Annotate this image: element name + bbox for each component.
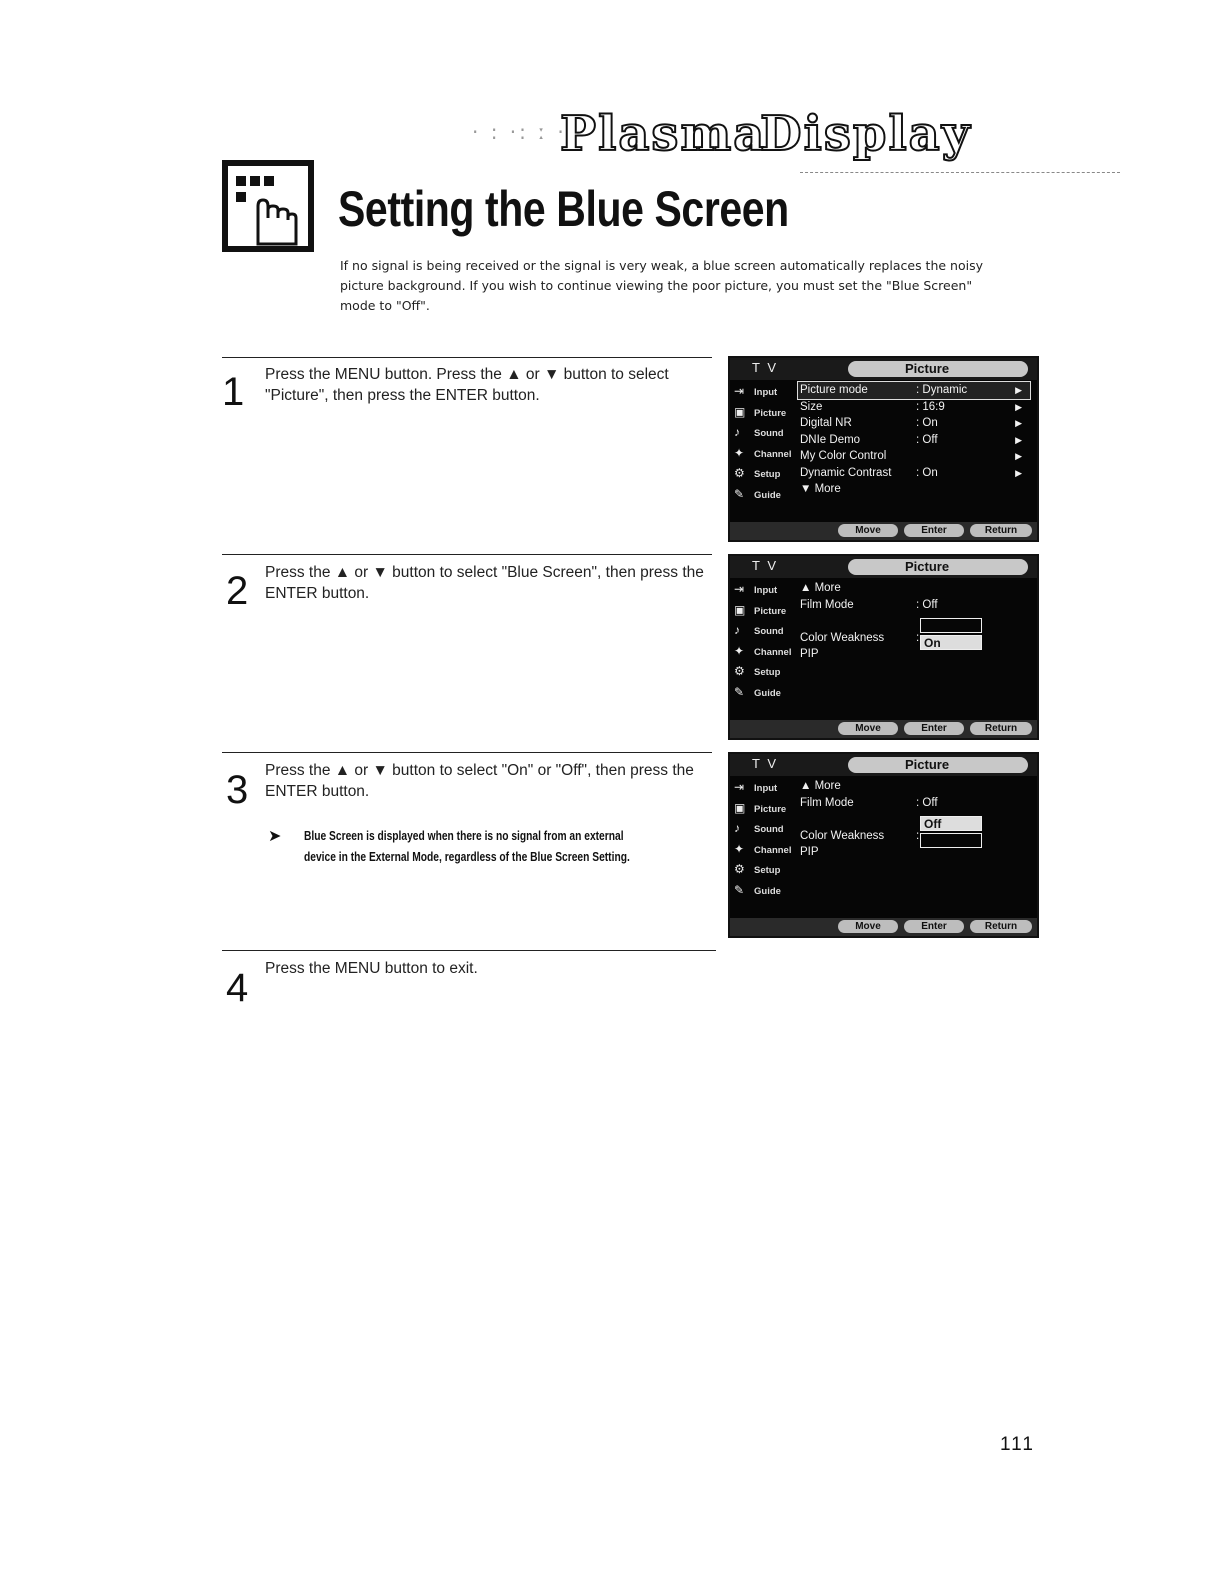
step-text: Press the MENU button. Press the ▲ or ▼ button to select "Picture", then press the ENTER button. (265, 366, 669, 404)
arrow-right-icon: ▶ (1015, 385, 1022, 395)
osd-tv-label: T V (752, 756, 778, 771)
osd-dropdown-option[interactable] (920, 618, 982, 633)
osd-menu-list (798, 580, 1030, 663)
osd-header (730, 556, 1037, 578)
step-divider (222, 950, 716, 951)
osd-return-hint: Return (970, 722, 1032, 735)
step-number: 4 (226, 966, 249, 1010)
arrow-right-icon: ▶ (1015, 434, 1022, 445)
osd-dropdown-selected[interactable]: Off (920, 816, 982, 831)
osd-dropdown-option[interactable] (920, 833, 982, 848)
osd-sidebar-item-input[interactable]: ⇥ Input (734, 384, 778, 398)
osd-footer (730, 918, 1037, 936)
osd-sidebar-item-picture[interactable]: ▣ Picture (734, 404, 787, 419)
osd-return-hint: Return (970, 524, 1032, 537)
osd-header (730, 358, 1037, 380)
hand-pointer-icon (222, 160, 314, 252)
setup-icon: ⚙ (734, 862, 745, 876)
arrow-right-icon: ▶ (1015, 467, 1022, 478)
osd-header (730, 754, 1037, 776)
osd-row-pip[interactable]: PIP (800, 846, 819, 858)
arrow-right-icon: ▶ (1015, 418, 1022, 428)
step-number: 1 (222, 370, 245, 414)
osd-row-blank (798, 613, 1030, 630)
osd-sidebar (732, 580, 796, 703)
channel-icon: ✦ (734, 643, 745, 658)
osd-row-dynamic-contrast[interactable]: Dynamic Contrast : On ▶ (800, 466, 1022, 479)
brand-header (460, 92, 1120, 182)
osd-sidebar (732, 382, 796, 505)
note-text-line: Blue Screen is displayed when there is no signal from an external (304, 829, 624, 843)
osd-sidebar-item-guide[interactable]: ✎ Guide (734, 882, 781, 897)
sound-icon: ♪ (734, 623, 740, 637)
channel-icon: ✦ (734, 445, 745, 460)
guide-icon: ✎ (734, 684, 745, 699)
sound-icon: ♪ (734, 425, 740, 439)
osd-sidebar-item-sound[interactable]: ♪ Sound (734, 821, 784, 835)
note-text-line: device in the External Mode, regardless of the Blue Screen Setting. (304, 850, 630, 864)
guide-icon: ✎ (734, 882, 745, 897)
osd-sidebar-item-setup[interactable]: ⚙ Setup (734, 664, 781, 678)
osd-move-hint: Move (838, 524, 898, 537)
osd-row-film-mode[interactable]: Film Mode : Off (800, 598, 938, 611)
osd-screen-color-weakness-off (728, 752, 1039, 938)
brand-word-display: Display (760, 106, 972, 162)
osd-sidebar-item-input[interactable]: ⇥ Input (734, 582, 778, 596)
osd-sidebar-item-sound[interactable]: ♪ Sound (734, 623, 784, 637)
osd-tv-label: T V (752, 360, 778, 375)
osd-menu-title: Picture (905, 559, 950, 574)
osd-return-hint: Return (970, 920, 1032, 933)
page-number: 111 (1000, 1434, 1035, 1455)
osd-enter-hint: Enter (904, 524, 964, 537)
osd-row-color-weakness[interactable]: Color Weakness : (800, 829, 920, 842)
osd-enter-hint: Enter (904, 722, 964, 735)
osd-row-blank (798, 811, 1030, 828)
input-icon: ⇥ (734, 582, 745, 596)
osd-sidebar-item-channel[interactable]: ✦ Channel (734, 445, 792, 460)
osd-row-digital-nr[interactable]: Digital NR : On ▶ (800, 417, 1022, 429)
osd-enter-hint: Enter (904, 920, 964, 933)
osd-sidebar (732, 778, 796, 901)
input-icon: ⇥ (734, 384, 745, 398)
channel-icon: ✦ (734, 841, 745, 856)
intro-paragraph: If no signal is being received or the signal is very weak, a blue screen automatically replaces the noisy picture background. If you wish to continue viewing the poor picture, you must set the "Blue Screen" mode to "Off". (340, 258, 983, 313)
osd-sidebar-item-input[interactable]: ⇥ Input (734, 780, 778, 794)
guide-icon: ✎ (734, 486, 745, 501)
osd-sidebar-item-channel[interactable]: ✦ Channel (734, 841, 792, 856)
osd-sidebar-item-guide[interactable]: ✎ Guide (734, 684, 781, 699)
osd-row-more[interactable]: ▲ More (800, 582, 841, 594)
brand-decoration: · : ·: ː · (472, 120, 567, 144)
input-icon: ⇥ (734, 780, 745, 794)
osd-sidebar-item-setup[interactable]: ⚙ Setup (734, 862, 781, 876)
brand-word-plasma: Plasma (560, 106, 767, 162)
osd-move-hint: Move (838, 920, 898, 933)
osd-screen-picture-menu (728, 356, 1039, 542)
osd-row-dnie-demo[interactable]: DNIe Demo : Off ▶ (800, 433, 1022, 446)
step-divider (222, 357, 712, 358)
osd-row-more[interactable]: ▼ More (800, 483, 841, 495)
osd-footer (730, 522, 1037, 540)
page-title: Setting the Blue Screen (338, 181, 789, 237)
osd-sidebar-item-setup[interactable]: ⚙ Setup (734, 466, 781, 480)
brand-rule (800, 172, 1120, 173)
osd-row-pip[interactable]: PIP (800, 648, 819, 660)
step-text: Press the ▲ or ▼ button to select "On" or "Off", then press the ENTER button. (265, 762, 694, 800)
step-divider (222, 752, 712, 753)
osd-row-picture-mode[interactable]: Picture mode : Dynamic ▶ (798, 382, 1030, 399)
step-text: Press the MENU button to exit. (265, 960, 478, 977)
osd-row-size[interactable]: Size : 16:9 ▶ (800, 400, 1022, 413)
osd-menu-title: Picture (905, 361, 950, 376)
osd-sidebar-item-sound[interactable]: ♪ Sound (734, 425, 784, 439)
osd-footer (730, 720, 1037, 738)
setup-icon: ⚙ (734, 664, 745, 678)
osd-row-my-color-control[interactable]: My Color Control ▶ (800, 450, 1022, 462)
arrow-right-icon: ▶ (1015, 451, 1022, 461)
step-number: 2 (226, 569, 249, 613)
osd-sidebar-item-picture[interactable]: ▣ Picture (734, 602, 787, 617)
step-text: Press the ▲ or ▼ button to select "Blue Screen", then press the ENTER button. (265, 564, 704, 602)
step-number: 3 (226, 768, 249, 812)
setup-icon: ⚙ (734, 466, 745, 480)
osd-sidebar-item-channel[interactable]: ✦ Channel (734, 643, 792, 658)
osd-row-more[interactable]: ▲ More (800, 780, 841, 792)
osd-dropdown-selected[interactable]: On (920, 635, 982, 650)
picture-icon: ▣ (734, 602, 746, 617)
sound-icon: ♪ (734, 821, 740, 835)
osd-menu-title: Picture (905, 757, 950, 772)
osd-row-film-mode[interactable]: Film Mode : Off (800, 796, 938, 809)
osd-menu-list (798, 778, 1030, 861)
picture-icon: ▣ (734, 800, 746, 815)
step-divider (222, 554, 712, 555)
osd-tv-label: T V (752, 558, 778, 573)
osd-menu-list (798, 382, 1030, 498)
arrow-pointer-icon: ➤ (268, 826, 282, 845)
osd-move-hint: Move (838, 722, 898, 735)
osd-screen-color-weakness-on (728, 554, 1039, 740)
osd-sidebar-item-picture[interactable]: ▣ Picture (734, 800, 787, 815)
osd-row-color-weakness[interactable]: Color Weakness : (800, 631, 920, 644)
arrow-right-icon: ▶ (1015, 401, 1022, 412)
osd-sidebar-item-guide[interactable]: ✎ Guide (734, 486, 781, 501)
picture-icon: ▣ (734, 404, 746, 419)
